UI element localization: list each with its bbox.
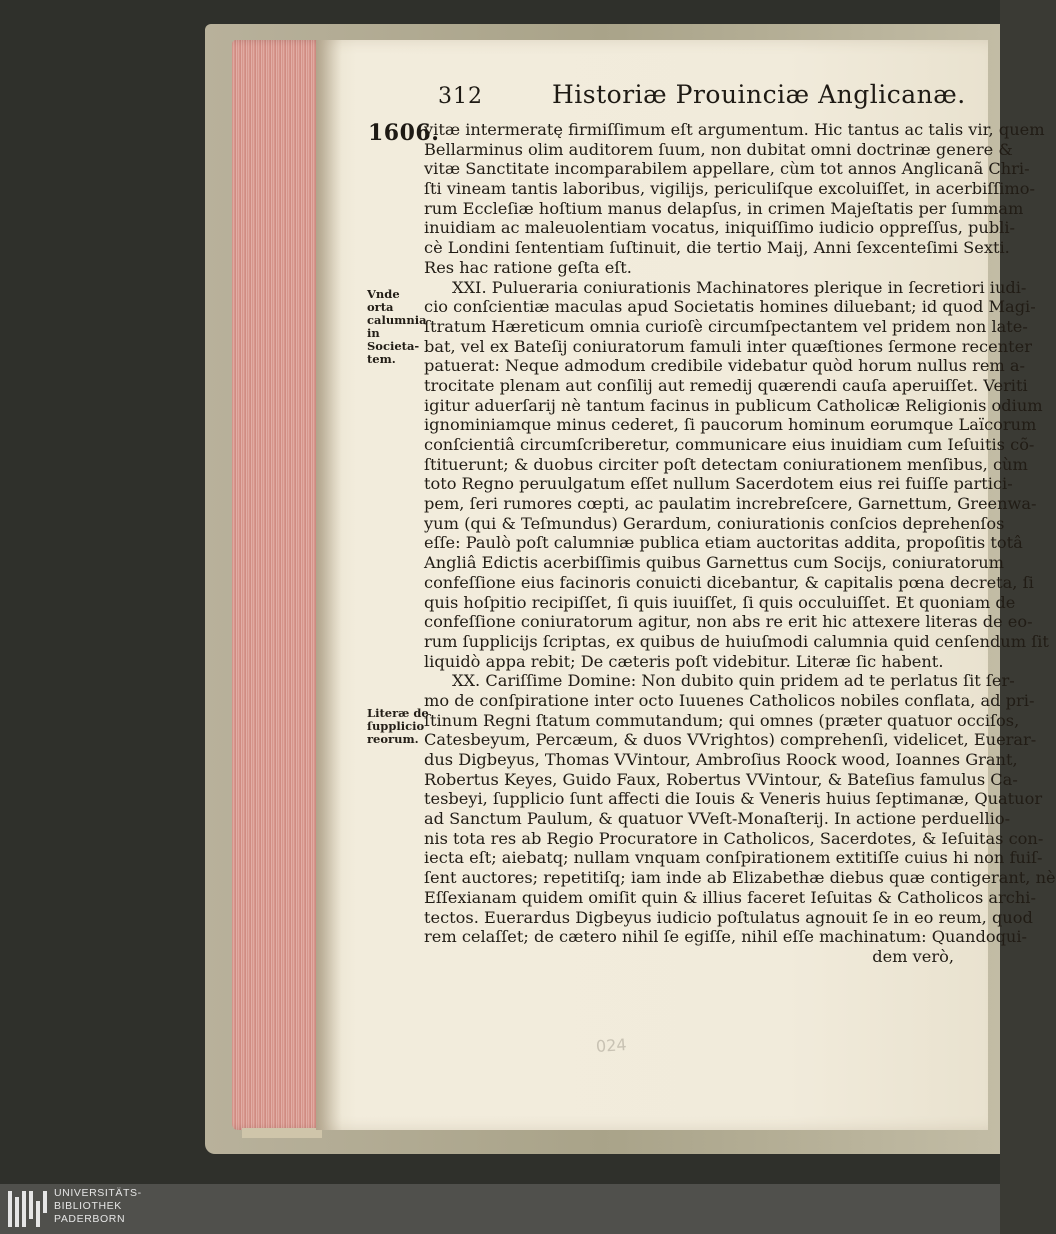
text-line: Catesbeyum, Percæum, & duos VVrightos) comprehenſi, videlicet, Euerar- bbox=[424, 730, 1037, 750]
text-line: pem, ſeri rumores cœpti, ac paulatim increbreſcere, Garnettum, Greenwa- bbox=[424, 494, 1037, 514]
gutter-shadow bbox=[316, 40, 342, 1130]
text-line: ſti vineam tantis laboribus, vigilijs, periculiſque excoluiſſet, in acerbiſſimo- bbox=[424, 179, 1035, 199]
text-line: igitur aduerſarij nè tantum facinus in publicum Catholicæ Religionis odium bbox=[424, 395, 1043, 415]
margin-note-line: Literæ de bbox=[367, 706, 429, 720]
text-line: tectos. Euerardus Digbeyus iudicio poſtulatus agnouit ſe in eo reum, quod bbox=[424, 907, 1033, 927]
margin-note-line: tem. bbox=[367, 352, 396, 366]
text-line: XX. Cariſſime Domine: Non dubito quin pridem ad te perlatus ſit ſer- bbox=[452, 671, 1015, 691]
margin-note-line: ſupplicio bbox=[367, 719, 425, 733]
text-line: ſtratum Hæreticum omnia curioſè circumſpectantem vel pridem non late- bbox=[424, 316, 1028, 336]
text-line: mo de conſpiratione inter octo Iuuenes Catholicos nobiles conflata, ad pri- bbox=[424, 690, 1035, 710]
institution-line: UNIVERSITÄTS- bbox=[54, 1187, 142, 1199]
text-line: rum Eccleſiæ hoſtium manus delapſus, in crimen Majeſtatis per ſummam bbox=[424, 198, 1024, 218]
text-line: patuerat: Neque admodum credibile videbatur quòd horum nullus rem a- bbox=[424, 356, 1026, 376]
text-line: Bellarminus olim auditorem ſuum, non dubitat omni doctrinæ genere & bbox=[424, 139, 1013, 159]
text-line: ignominiamque minus cederet, ſi paucorum hominum eorumque Laïcorum bbox=[424, 415, 1037, 435]
text-line: inuidiam ac maleuolentiam vocatus, iniquiſſimo iudicio oppreſſus, publi- bbox=[424, 218, 1016, 238]
year-marker: 1606. bbox=[368, 120, 440, 146]
text-line: confeſſione coniuratorum agitur, non abs re erit hic attexere literas de eo- bbox=[424, 612, 1033, 632]
text-line: cè Londini ſententiam ſuſtinuit, die tertio Maij, Anni ſexcenteſimi Sexti. bbox=[424, 238, 1010, 258]
text-line: eſſe: Paulò poſt calumniæ publica etiam auctoritas addita, propoſitis totâ bbox=[424, 533, 1023, 553]
page-edges bbox=[232, 40, 328, 1130]
text-line: ſent auctores; repetitiſq; iam inde ab Elizabethæ diebus quæ contigerant, nè bbox=[424, 868, 1056, 888]
text-line: rem celaſſet; de cætero nihil ſe egiſſe, nihil eſſe machinatum: Quandoqui- bbox=[424, 927, 1028, 947]
page-number: 312 bbox=[438, 84, 483, 109]
margin-note-line: in Societa- bbox=[367, 326, 420, 353]
margin-note-line: calumnia bbox=[367, 313, 427, 327]
text-line: ſtinum Regni ſtatum commutandum; qui omnes (præter quatuor occiſos, bbox=[424, 710, 1020, 730]
text-line: bat, vel ex Bateſij coniuratorum famuli inter quæſtiones ſermone recenter bbox=[424, 336, 1032, 356]
text-line: trocitate plenam aut conſilij aut remedij quærendi cauſa aperuiſſet. Veriti bbox=[424, 375, 1028, 395]
text-line: Robertus Keyes, Guido Faux, Robertus VVintour, & Bateſius famulus Ca- bbox=[424, 769, 1018, 789]
text-line: ad Sanctum Paulum, & quatuor VVeſt-Monaſterij. In actione perduellio- bbox=[424, 809, 1011, 829]
main-text bbox=[424, 120, 1056, 967]
text-line: cio conſcientiæ maculas apud Societatis homines diluebant; id quod Magi- bbox=[424, 297, 1036, 317]
text-line: Angliâ Edictis acerbiſſimis quibus Garnettus cum Socijs, coniuratorum bbox=[424, 553, 1004, 573]
text-line: conſcientiâ circumſcriberetur, communicare eius inuidiam cum Ieſuitis cõ- bbox=[424, 435, 1035, 454]
text-line: liquidò appa rebit; De cæteris poſt videbitur. Literæ ſic habent. bbox=[424, 651, 944, 671]
text-line: Eſſexianam quidem omiſit quin & illius faceret Ieſuitas & Catholicos archi- bbox=[424, 887, 1036, 907]
margin-note-literae bbox=[367, 707, 429, 746]
institution-line: PADERBORN bbox=[54, 1213, 126, 1225]
text-line: XXI. Pulueraria coniurationis Machinatores plerique in ſecretiori iudi- bbox=[452, 277, 1027, 297]
text-line: Res hac ratione geſta eſt. bbox=[424, 257, 632, 277]
text-line: quis hoſpitio recipiſſet, ſi quis iuuiſſet, ſi quis occuluiſſet. Et quoniam de bbox=[424, 592, 1016, 612]
text-line-catchword: dem verò, bbox=[872, 946, 954, 966]
running-head: Historiæ Prouinciæ Anglicanæ. bbox=[552, 80, 966, 109]
text-line: iecta eſt; aiebatq; nullam vnquam conſpirationem extitiſſe cuius hi non fuiſ- bbox=[424, 848, 1043, 868]
library-logo-icon bbox=[8, 1191, 48, 1227]
text-line: rum ſupplicijs ſcriptas, ex quibus de huiuſmodi calumnia quid cenſendum ſit bbox=[424, 631, 1049, 651]
margin-note-line: reorum. bbox=[367, 732, 419, 746]
text-line: dus Digbeyus, Thomas VVintour, Ambroſius Roock wood, Ioannes Grant, bbox=[424, 750, 1018, 769]
text-line: tesbeyi, ſupplicio ſunt affecti die Iouis & Veneris huius ſeptimanæ, Quatuor bbox=[424, 789, 1043, 809]
text-line: toto Regno peruulgatum eſſet nullum Sacerdotem eius rei fuiſſe partici- bbox=[424, 474, 1013, 494]
text-line: confeſſione eius facinoris conuicti dicebantur, & capitalis pœna decreta, ſi bbox=[424, 572, 1034, 592]
text-line: yum (qui & Teſmundus) Gerardum, coniurationis conſcios deprehenſos bbox=[424, 513, 1005, 533]
text-line: vitæ Sanctitate incomparabilem appellare, cùm tot annos Anglicanã Chri- bbox=[424, 159, 1030, 179]
institution-name bbox=[54, 1187, 142, 1226]
footer-bar bbox=[0, 1184, 1000, 1234]
margin-note-line: Vnde orta bbox=[367, 287, 400, 314]
text-line: ſtituerunt; & duobus circiter poſt detectam coniurationem menſibus, cùm bbox=[424, 454, 1028, 474]
text-line: vitæ intermeratę firmiſſimum eſt argumentum. Hic tantus ac talis vir, quem bbox=[424, 120, 1045, 139]
institution-line: BIBLIOTHEK bbox=[54, 1200, 122, 1212]
text-line: nis tota res ab Regio Procuratore in Catholicos, Sacerdotes, & Ieſuitas con- bbox=[424, 828, 1044, 848]
margin-note-calumnia bbox=[367, 288, 429, 366]
faint-stamp-mark: 024 bbox=[595, 1034, 628, 1057]
